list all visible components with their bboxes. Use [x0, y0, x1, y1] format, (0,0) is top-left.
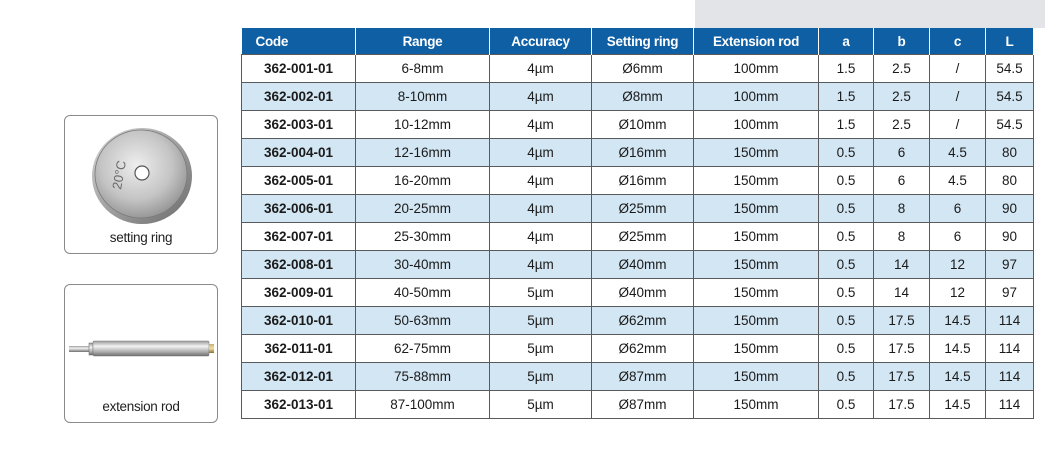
b-cell: 2.5 — [874, 55, 930, 83]
c-cell: 4.5 — [930, 139, 986, 167]
setting-ring-cell: Ø62mm — [592, 335, 694, 363]
b-cell: 17.5 — [874, 307, 930, 335]
accuracy-cell: 5µm — [490, 279, 592, 307]
extension-rod-cell: 100mm — [694, 55, 819, 83]
extension-rod-cell: 150mm — [694, 363, 819, 391]
setting-ring-cell: Ø87mm — [592, 363, 694, 391]
accuracy-cell: 5µm — [490, 391, 592, 419]
c-cell: 6 — [930, 223, 986, 251]
extension-rod-cell: 150mm — [694, 335, 819, 363]
c-cell: / — [930, 83, 986, 111]
accuracy-cell: 5µm — [490, 363, 592, 391]
setting-ring-cell: Ø40mm — [592, 279, 694, 307]
accuracy-cell: 4µm — [490, 83, 592, 111]
extension-rod-card — [64, 284, 218, 423]
setting-ring-cell: Ø40mm — [592, 251, 694, 279]
accuracy-cell: 4µm — [490, 195, 592, 223]
l-cell: 54.5 — [986, 111, 1034, 139]
b-cell: 2.5 — [874, 111, 930, 139]
extension-rod-cell: 150mm — [694, 195, 819, 223]
table-body — [242, 55, 1034, 419]
setting-ring-cell: Ø16mm — [592, 167, 694, 195]
code-cell: 362-008-01 — [242, 251, 356, 279]
code-cell: 362-012-01 — [242, 363, 356, 391]
table-header-row — [242, 28, 1034, 55]
l-cell: 54.5 — [986, 83, 1034, 111]
spec-table — [241, 28, 1034, 419]
header-band — [695, 0, 1045, 28]
accuracy-cell: 5µm — [490, 307, 592, 335]
range-cell: 6-8mm — [356, 55, 490, 83]
setting-ring-cell: Ø8mm — [592, 83, 694, 111]
range-cell: 16-20mm — [356, 167, 490, 195]
code-cell: 362-002-01 — [242, 83, 356, 111]
code-cell: 362-009-01 — [242, 279, 356, 307]
c-cell: / — [930, 55, 986, 83]
a-cell: 0.5 — [819, 223, 874, 251]
range-cell: 25-30mm — [356, 223, 490, 251]
code-cell: 362-003-01 — [242, 111, 356, 139]
range-cell: 62-75mm — [356, 335, 490, 363]
a-cell: 0.5 — [819, 167, 874, 195]
table-row — [242, 139, 1034, 167]
extension-rod-caption: extension rod — [102, 399, 180, 414]
table-row — [242, 83, 1034, 111]
range-cell: 20-25mm — [356, 195, 490, 223]
extension-rod-cell: 100mm — [694, 111, 819, 139]
b-cell: 17.5 — [874, 363, 930, 391]
b-cell: 6 — [874, 139, 930, 167]
ring-engraving-text: 20°C — [109, 159, 129, 191]
b-cell: 17.5 — [874, 335, 930, 363]
extension-rod-cell: 150mm — [694, 223, 819, 251]
c-cell: 14.5 — [930, 363, 986, 391]
table-row — [242, 391, 1034, 419]
b-cell: 14 — [874, 251, 930, 279]
setting-ring-cell: Ø16mm — [592, 139, 694, 167]
table-row — [242, 251, 1034, 279]
table-row — [242, 55, 1034, 83]
l-cell: 80 — [986, 167, 1034, 195]
c-cell: / — [930, 111, 986, 139]
range-cell: 50-63mm — [356, 307, 490, 335]
a-cell: 0.5 — [819, 279, 874, 307]
c-cell: 14.5 — [930, 335, 986, 363]
l-cell: 114 — [986, 335, 1034, 363]
table-row — [242, 279, 1034, 307]
accuracy-cell: 4µm — [490, 55, 592, 83]
col-range-header: Range — [356, 28, 490, 55]
accuracy-cell: 4µm — [490, 223, 592, 251]
range-cell: 10-12mm — [356, 111, 490, 139]
setting-ring-cell: Ø87mm — [592, 391, 694, 419]
table-row — [242, 111, 1034, 139]
l-cell: 90 — [986, 195, 1034, 223]
a-cell: 0.5 — [819, 363, 874, 391]
col-setting-ring-header: Setting ring — [592, 28, 694, 55]
l-cell: 114 — [986, 391, 1034, 419]
l-cell: 90 — [986, 223, 1034, 251]
table-row — [242, 335, 1034, 363]
setting-ring-cell: Ø62mm — [592, 307, 694, 335]
col-accuracy-header: Accuracy — [490, 28, 592, 55]
l-cell: 54.5 — [986, 55, 1034, 83]
a-cell: 0.5 — [819, 195, 874, 223]
b-cell: 17.5 — [874, 391, 930, 419]
accuracy-cell: 4µm — [490, 251, 592, 279]
a-cell: 1.5 — [819, 55, 874, 83]
b-cell: 8 — [874, 223, 930, 251]
l-cell: 97 — [986, 279, 1034, 307]
l-cell: 114 — [986, 363, 1034, 391]
a-cell: 1.5 — [819, 83, 874, 111]
extension-rod-cell: 150mm — [694, 139, 819, 167]
a-cell: 0.5 — [819, 251, 874, 279]
extension-rod-cell: 150mm — [694, 391, 819, 419]
l-cell: 114 — [986, 307, 1034, 335]
range-cell: 40-50mm — [356, 279, 490, 307]
setting-ring-cell: Ø25mm — [592, 195, 694, 223]
c-cell: 6 — [930, 195, 986, 223]
b-cell: 2.5 — [874, 83, 930, 111]
extension-rod-cell: 150mm — [694, 251, 819, 279]
c-cell: 4.5 — [930, 167, 986, 195]
c-cell: 14.5 — [930, 391, 986, 419]
table-row — [242, 167, 1034, 195]
code-cell: 362-007-01 — [242, 223, 356, 251]
range-cell: 8-10mm — [356, 83, 490, 111]
range-cell: 30-40mm — [356, 251, 490, 279]
extension-rod-cell: 150mm — [694, 167, 819, 195]
accuracy-cell: 4µm — [490, 167, 592, 195]
col-c-header: c — [930, 28, 986, 55]
a-cell: 0.5 — [819, 307, 874, 335]
l-cell: 80 — [986, 139, 1034, 167]
col-a-header: a — [819, 28, 874, 55]
code-cell: 362-005-01 — [242, 167, 356, 195]
a-cell: 1.5 — [819, 111, 874, 139]
extension-rod-cell: 150mm — [694, 307, 819, 335]
code-cell: 362-006-01 — [242, 195, 356, 223]
a-cell: 0.5 — [819, 391, 874, 419]
c-cell: 12 — [930, 251, 986, 279]
setting-ring-caption: setting ring — [109, 230, 173, 245]
range-cell: 75-88mm — [356, 363, 490, 391]
col-extension-rod-header: Extension rod — [694, 28, 819, 55]
c-cell: 14.5 — [930, 307, 986, 335]
b-cell: 8 — [874, 195, 930, 223]
setting-ring-cell: Ø6mm — [592, 55, 694, 83]
col-b-header: b — [874, 28, 930, 55]
code-cell: 362-001-01 — [242, 55, 356, 83]
range-cell: 87-100mm — [356, 391, 490, 419]
range-cell: 12-16mm — [356, 139, 490, 167]
c-cell: 12 — [930, 279, 986, 307]
table-row — [242, 363, 1034, 391]
accuracy-cell: 4µm — [490, 111, 592, 139]
setting-ring-card — [64, 115, 218, 254]
code-cell: 362-013-01 — [242, 391, 356, 419]
accuracy-cell: 4µm — [490, 139, 592, 167]
table-row — [242, 223, 1034, 251]
extension-rod-cell: 100mm — [694, 83, 819, 111]
a-cell: 0.5 — [819, 335, 874, 363]
table-row — [242, 195, 1034, 223]
b-cell: 14 — [874, 279, 930, 307]
accuracy-cell: 5µm — [490, 335, 592, 363]
b-cell: 6 — [874, 167, 930, 195]
setting-ring-cell: Ø25mm — [592, 223, 694, 251]
table-row — [242, 307, 1034, 335]
code-cell: 362-011-01 — [242, 335, 356, 363]
setting-ring-cell: Ø10mm — [592, 111, 694, 139]
extension-rod-cell: 150mm — [694, 279, 819, 307]
col-l-header: L — [986, 28, 1034, 55]
l-cell: 97 — [986, 251, 1034, 279]
code-cell: 362-004-01 — [242, 139, 356, 167]
col-code-header: Code — [242, 28, 356, 55]
a-cell: 0.5 — [819, 139, 874, 167]
code-cell: 362-010-01 — [242, 307, 356, 335]
